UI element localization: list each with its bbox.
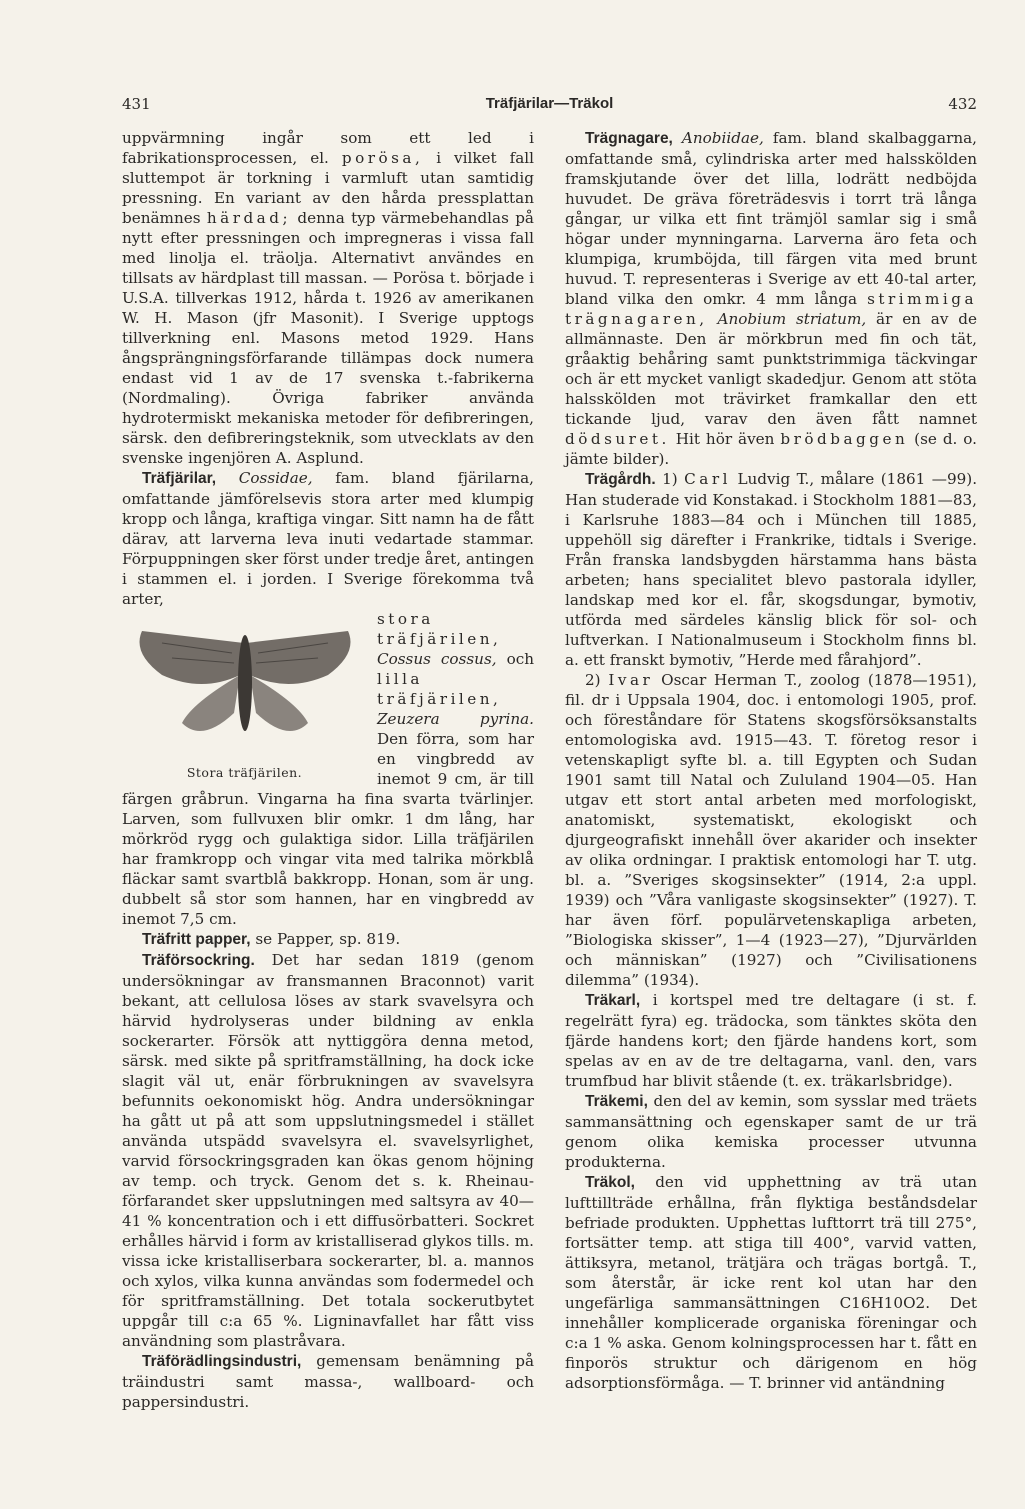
left-column: [122, 128, 534, 1412]
entry-continuation: uppvärmning ingår som ett led i fabrikationsprocessen, el. porösa, i vilket fall sluttempot är torkning i varmluft utan samtidig pressning. En variant av den hårda pressplattan benämnes härdad; denna typ värmebehandlas på nytt efter pressningen och impregneras i vissa fall med linolja el. träolja. Alternativt användes en tillsats av härdplast till massan. — Porösa t. började i U.S.A. tillverkas 1912, hårda t. 1926 av amerikanen W. H. Mason (jfr Masonit). I Sverige upptogs tillverkning enl. Masons metod 1929. Hans ångsprängningsförfarande tillämpas dock numera endast vid 1 av de 17 svenska t.-fabrikerna (Nordmaling). Övriga fabriker använda hydrotermiskt mekaniska metoder för defibreringen, särsk. den defibreringsteknik, som utvecklats av den svenske ingenjören A. Asplund.: [122, 129, 534, 467]
headword: Träförädlingsindustri,: [142, 1353, 302, 1370]
entry-trafjarilar: Träfjärilar, Cossidae, fam. bland fjärilarna, omfattande jämförelsevis stora arter med klumpig kropp och långa, kraftiga vingar. Sitt namn ha de fått därav, att larverna leva inuti vedartade stammar. Förpuppningen sker först under tredje året, antingen i stammen el. i jorden. I Sverige förekomma två arter,: [122, 469, 534, 608]
entry-tragardh: Trägårdh. 1) Carl Ludvig T., målare (1861 —99). Han studerade vid Konstakad. i Stockholm 1881—83, i Karlsruhe 1883—84 och i München till 1885, uppehöll sig därefter i Frankrike, tidtals i Sverige. Från franska landsbygden härstamma hans bästa arbeten; hans specialitet blevo pastorala idyller, landskap med kor el. får, skogsdungar, bymotiv, utförda med särdeles känslig blick för sol- och luftverkan. I Nationalmuseum i Stockholm finns bl. a. ett franskt bymotiv, ”Herde med fårahjord”.: [565, 470, 978, 669]
page-number-left: 431: [122, 95, 151, 113]
headword: Träkemi,: [585, 1093, 648, 1110]
headword: Trägårdh.: [585, 471, 656, 488]
figure-caption: Stora träfjärilen.: [186, 765, 303, 780]
headword: Träförsockring.: [142, 952, 255, 969]
headword: Trägnagare,: [585, 130, 673, 147]
page-number-right: 432: [948, 95, 977, 113]
entry-traforadlingsindustri: Träförädlingsindustri, gemensam benämning på träindustri samt massa-, wallboard- och pappersindustri.: [122, 1352, 534, 1411]
right-column: [565, 128, 977, 1393]
moth-illustration: [122, 613, 367, 783]
entry-traforsockring: Träförsockring. Det har sedan 1819 (genom undersökningar av fransmannen Braconnot) varit bekant, att cellulosa löses av stark svavelsyra och härvid hydrolyseras under bildning av enkla sockerarter. Försök att nyttiggöra denna metod, särsk. med sikte på spritframställning, ha dock icke slagit väl ut, enär förbrukningen av svavelsyra befunnits oekonomiskt hög. Andra undersökningar ha gått ut på att som uppslutningsmedel i stället använda utspädd svavelsyra el. svavelsyrlighet, varvid försockringsgraden kan ökas genom höjning av temp. och tryck. Genom det s. k. Rheinau-förfarandet sker uppslutningen med saltsyra av 40—41 % koncentration och i ett diffusörbatteri. Sockret erhålles härvid i form av kristalliserad glykos tills. m. vissa icke kristalliserbara sockerarter, bl. a. mannos och xylos, vilka kunna användas som fodermedel och för spritframställning. Det totala sockerutbytet uppgår till c:a 65 %. Ligninavfallet har fått viss användning som plastråvara.: [122, 951, 534, 1350]
entry-trakol: Träkol, den vid upphettning av trä utan lufttillträde erhållna, från flyktiga beståndsdelar befriade produkten. Upphettas lufttorrt trä till 275°, fortsätter temp. att stiga till 400°, varvid vatten, ättiksyra, metanol, trätjära och trägas bortgå. T., som återstår, är icke rent kol utan har den ungefärliga sammansättningen C16H10O2. Det innehåller komplicerade organiska föreningar och c:a 1 % aska. Genom kolningsprocessen har t. fått en finporös struktur och därigenom en hög adsorptionsförmåga. — T. brinner vid antändning: [565, 1173, 978, 1392]
entry-tragardh-2: 2) Ivar Oscar Herman T., zoolog (1878—1951), fil. dr i Uppsala 1904, doc. i entomologi 1905, prof. och föreståndare för Statens skogsförsöksanstalts entomologiska avd. 1915—43. T. företog resor i vetenskapligt syfte bl. a. till Egypten och Sudan 1901 samt till Natal och Zululand 1904—05. Han utgav ett stort antal arbeten med morfologiskt, anatomiskt, systematiskt, ekologiskt och djurgeografiskt innehåll över akarider och insekter av olika ordningar. I praktisk entomologi har T. utg. bl. a. ”Sveriges skogsinsekter” (1914, 2:a uppl. 1939) och ”Våra vanligaste skogsinsekter” (1927). T. har även förf. populärvetenskapliga arbeten, ”Biologiska skisser”, 1—4 (1923—27), ”Djurvärlden och människan” (1927) och ”Civilisationens dilemma” (1934).: [565, 671, 977, 989]
entry-tragnagare: Trägnagare, Anobiidae, fam. bland skalbaggarna, omfattande små, cylindriska arter med halsskölden framskjutande över det lilla, lodrätt nedböjda huvudet. De gräva företrädesvis i torrt trä långa gångar, ur vilka ett fint trämjöl samlar sig i små högar under mynningarna. Larverna äro feta och klumpiga, krumböjda, till färgen vita med brunt huvud. T. representeras i Sverige av ett 40-tal arter, bland vilka den omkr. 4 mm långa strimmiga trägnagaren, Anobium striatum, är en av de allmännaste. Den är mörkbrun med fin och tät, gråaktig behåring samt punktstrimmiga täckvingar och är ett mycket vanligt skadedjur. Genom att stöta halsskölden mot trävirket framkallar den ett tickande ljud, varav den även fått namnet dödsuret. Hit hör även brödbaggen (se d. o. jämte bilder).: [565, 129, 978, 468]
moth-image: [122, 613, 367, 763]
entry-trakemi: Träkemi, den del av kemin, som sysslar med träets sammansättning och egenskaper samt de ur trä genom olika kemiska processer utvunna produkterna.: [565, 1092, 978, 1171]
headword: Träfritt papper,: [142, 931, 251, 948]
headword: Träkarl,: [585, 992, 641, 1009]
entry-trafritt-papper: Träfritt papper, se Papper, sp. 819.: [142, 930, 401, 948]
headword: Träkol,: [585, 1174, 635, 1191]
headword: Träfjärilar,: [142, 470, 217, 487]
page-header: [122, 95, 977, 119]
entry-trakarl: Träkarl, i kortspel med tre deltagare (i st. f. regelrätt fyra) eg. trädocka, som tänktes sköta den fjärde handens kort; den fjärde handens kort, som spelas av en av de tre deltagarna, vanl. den, vars trumfbud har blivit stående (t. ex. träkarlsbridge).: [565, 991, 978, 1090]
entry-trafjarilar-cont: stora träfjärilen, Cossus cossus, och lilla träfjärilen, Zeuzera pyrina. Den förra, som har en vingbredd av inemot 9 cm, är till färgen gråbrun. Vingarna ha fina svarta tvärlinjer. Larven, som fullvuxen blir omkr. 1 dm lång, har mörkröd rygg och gulaktiga sidor. Lilla träfjärilen har framkropp och vingar vita med talrika mörkblå fläckar samt svartblå bakkropp. Honan, som är ung. dubbelt så stor som hannen, har en vingbredd av inemot 7,5 cm.: [122, 610, 534, 928]
running-title: Träfjärilar—Träkol: [485, 95, 614, 112]
